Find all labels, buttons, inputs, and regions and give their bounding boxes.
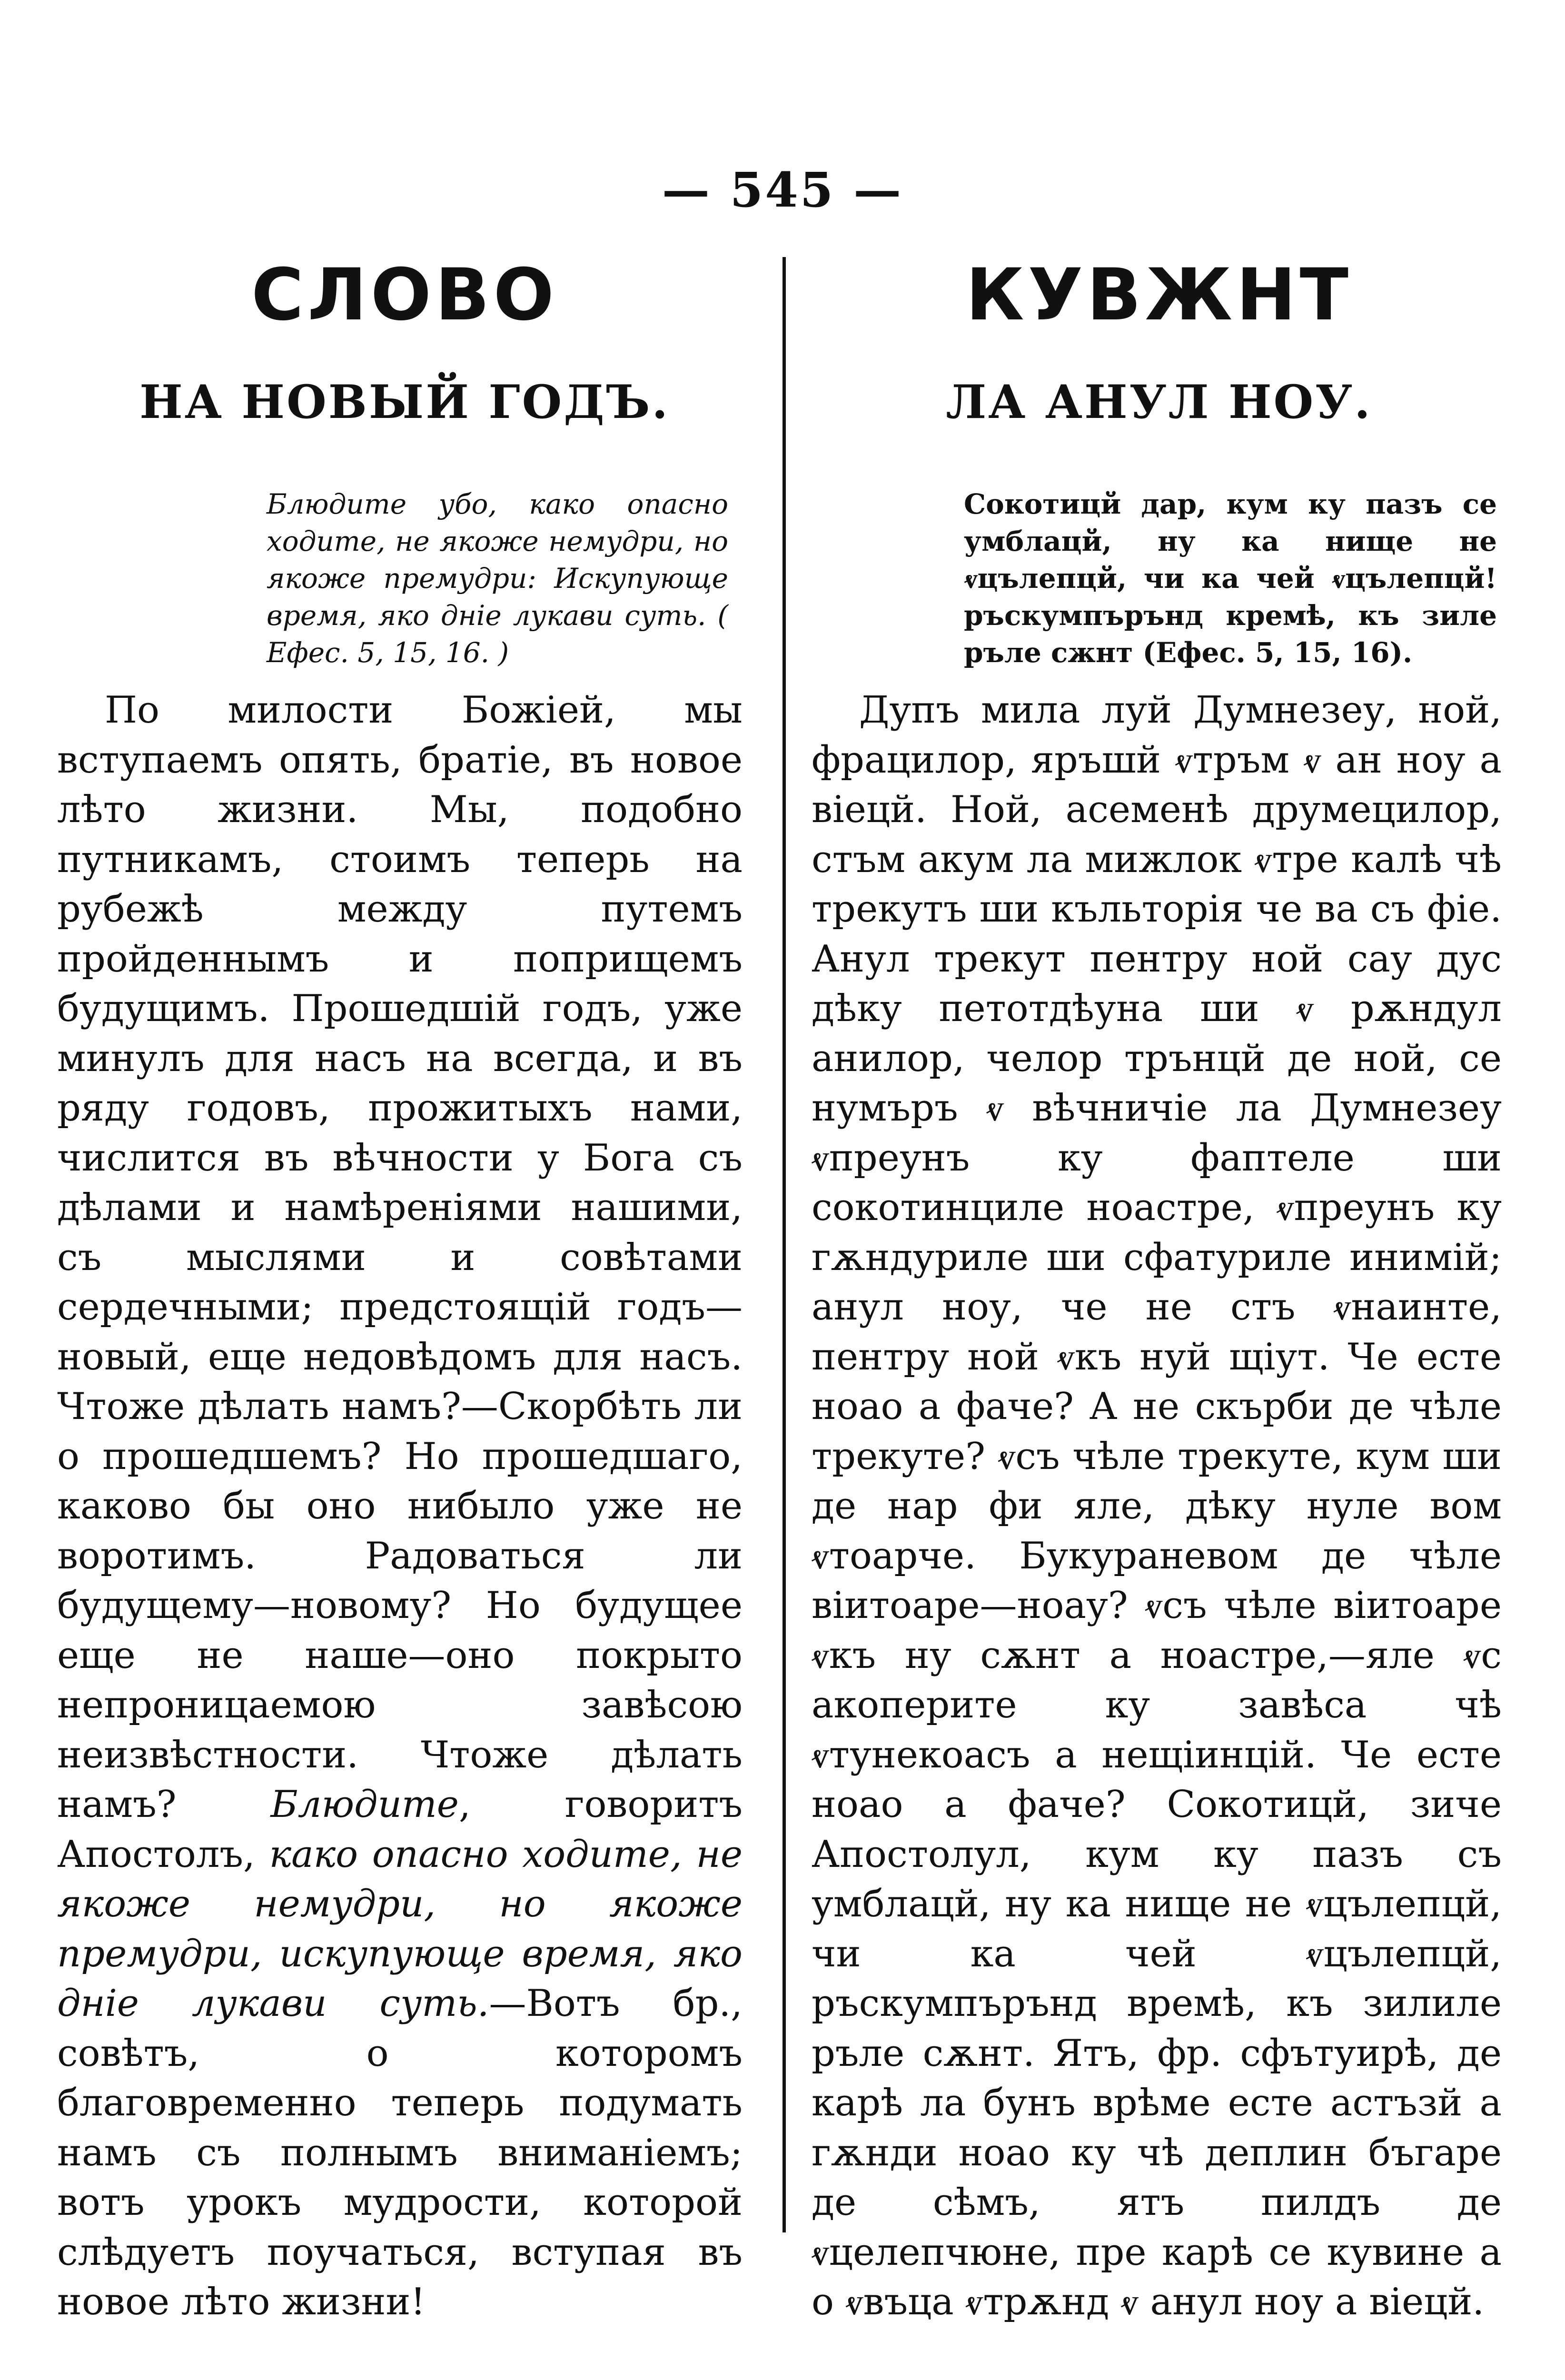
left-body-part2: , говоритъ Апостолъ, — [57, 1783, 743, 1876]
left-body-text — [57, 685, 752, 2327]
left-title: СЛОВО — [251, 254, 558, 337]
right-column-romanian — [812, 248, 1506, 2327]
left-body-quote2: како опасно ходите, не якоже немудри, но якоже премудри, искупующе время, яко дніе лукави суть. — [57, 1833, 743, 2025]
right-subtitle: ЛА АНУЛ НОУ. — [946, 375, 1372, 429]
page-number: — 545 — — [662, 162, 903, 218]
left-subtitle: НА НОВЫЙ ГОДЪ. — [139, 375, 670, 429]
right-title: КУВЖНТ — [965, 254, 1353, 337]
left-body-quote1: Блюдите — [270, 1783, 459, 1826]
left-body-part3: —Вотъ бр., совѣтъ, о которомъ благовременно теперь подумать намъ съ полнымъ вниманіемъ; вотъ урокъ мудрости, которой слѣдуетъ поучаться, вступая въ новое лѣто жизни! — [57, 1982, 743, 2323]
column-divider — [782, 257, 786, 2232]
left-body-part1: По милости Божіей, мы вступаемъ опять, братіе, въ новое лѣто жизни. Мы, подобно путникамъ, стоимъ теперь на рубежѣ между путемъ пройденнымъ и поприщемъ будущимъ. Прошедшій годъ, уже минулъ для насъ на всегда, и въ ряду годовъ, прожитыхъ нами, числится въ вѣчности у Бога съ дѣлами и намѣреніями нашими, съ мыслями и совѣтами сердечными; предстоящій годъ—новый, еще недовѣдомъ для насъ. Чтоже дѣлать намъ?—Скорбѣть ли о прошедшемъ? Но прошедшаго, каково бы оно нибыло уже не воротимъ. Радоваться ли будущему—новому? Но будущее еще не наше—оно покрыто непроницаемою завѣсою неизвѣстности. Чтоже дѣлать намъ? — [57, 689, 743, 1826]
right-body-text: Дупъ мила луй Думнезеу, ной, фрацилор, яръшй ⱴтръм ⱴ ан ноу а віецй. Ной, асеменѣ друмецилор, стъм акум ла мижлок ⱴтре калѣ чѣ трекутъ ши къльторія че ва съ фіе. Анул трекут пентру ной сау дус дѣку петотдѣуна ши ⱴ рѫндул анилор, челор трънцй де ной, се нумъръ ⱴ вѣчничіе ла Думнезеу ⱴпреунъ ку фаптеле ши сокотинциле ноастре, ⱴпреунъ ку гѫндуриле ши сфатуриле инимій; анул ноу, че не стъ ⱴнаинте, пентру ной ⱴкъ нуй щіут. Че есте ноао а фаче? А не скърби де чѣле трекуте? ⱴсъ чѣле трекуте, кум ши де нар фи яле, дѣку нуле вом ⱴтоарче. Букураневом де чѣле віитоаре—ноау? ⱴсъ чѣле віитоаре ⱴкъ ну сѫнт а ноастре,—яле ⱴс акоперите ку завѣса чѣ ⱴтунекоасъ а нещіинцій. Че есте ноао а фаче? Сокотицй, зиче Апостолул, кум ку пазъ съ умблацй, ну ка нище не ⱴцълепцй, чи ка чей ⱴцълепцй, ръскумпърънд времѣ, къ зилиле ръле сѫнт. Ятъ, фр. сфътуирѣ, де карѣ ла бунъ врѣме есте астъзй а гѫнди ноао ку чѣ деплин бъгаре де сѣмъ, ятъ пилдъ де ⱴцелепчюне, пре карѣ се кувине а о ⱴвъца ⱴтрѫнд ⱴ анул ноу а віецй. — [812, 689, 1502, 2323]
right-epigraph: Сокотицй дар, кум ку пазъ се умблацй, ну ка нище не ⱴцълепцй, чи ка чей ⱴцълепцй! ръскумпърънд кремѣ, къ зиле ръле сжнт (Ефес. 5, 15, 16). — [964, 488, 1497, 669]
left-epigraph: Блюдите убо, како опасно ходите, не якоже немудри, но якоже премудри: Искупующе время, яко дніе лукави суть. ( Ефес. 5, 15, 16. ) — [267, 488, 728, 669]
left-column-russian — [57, 248, 752, 2327]
